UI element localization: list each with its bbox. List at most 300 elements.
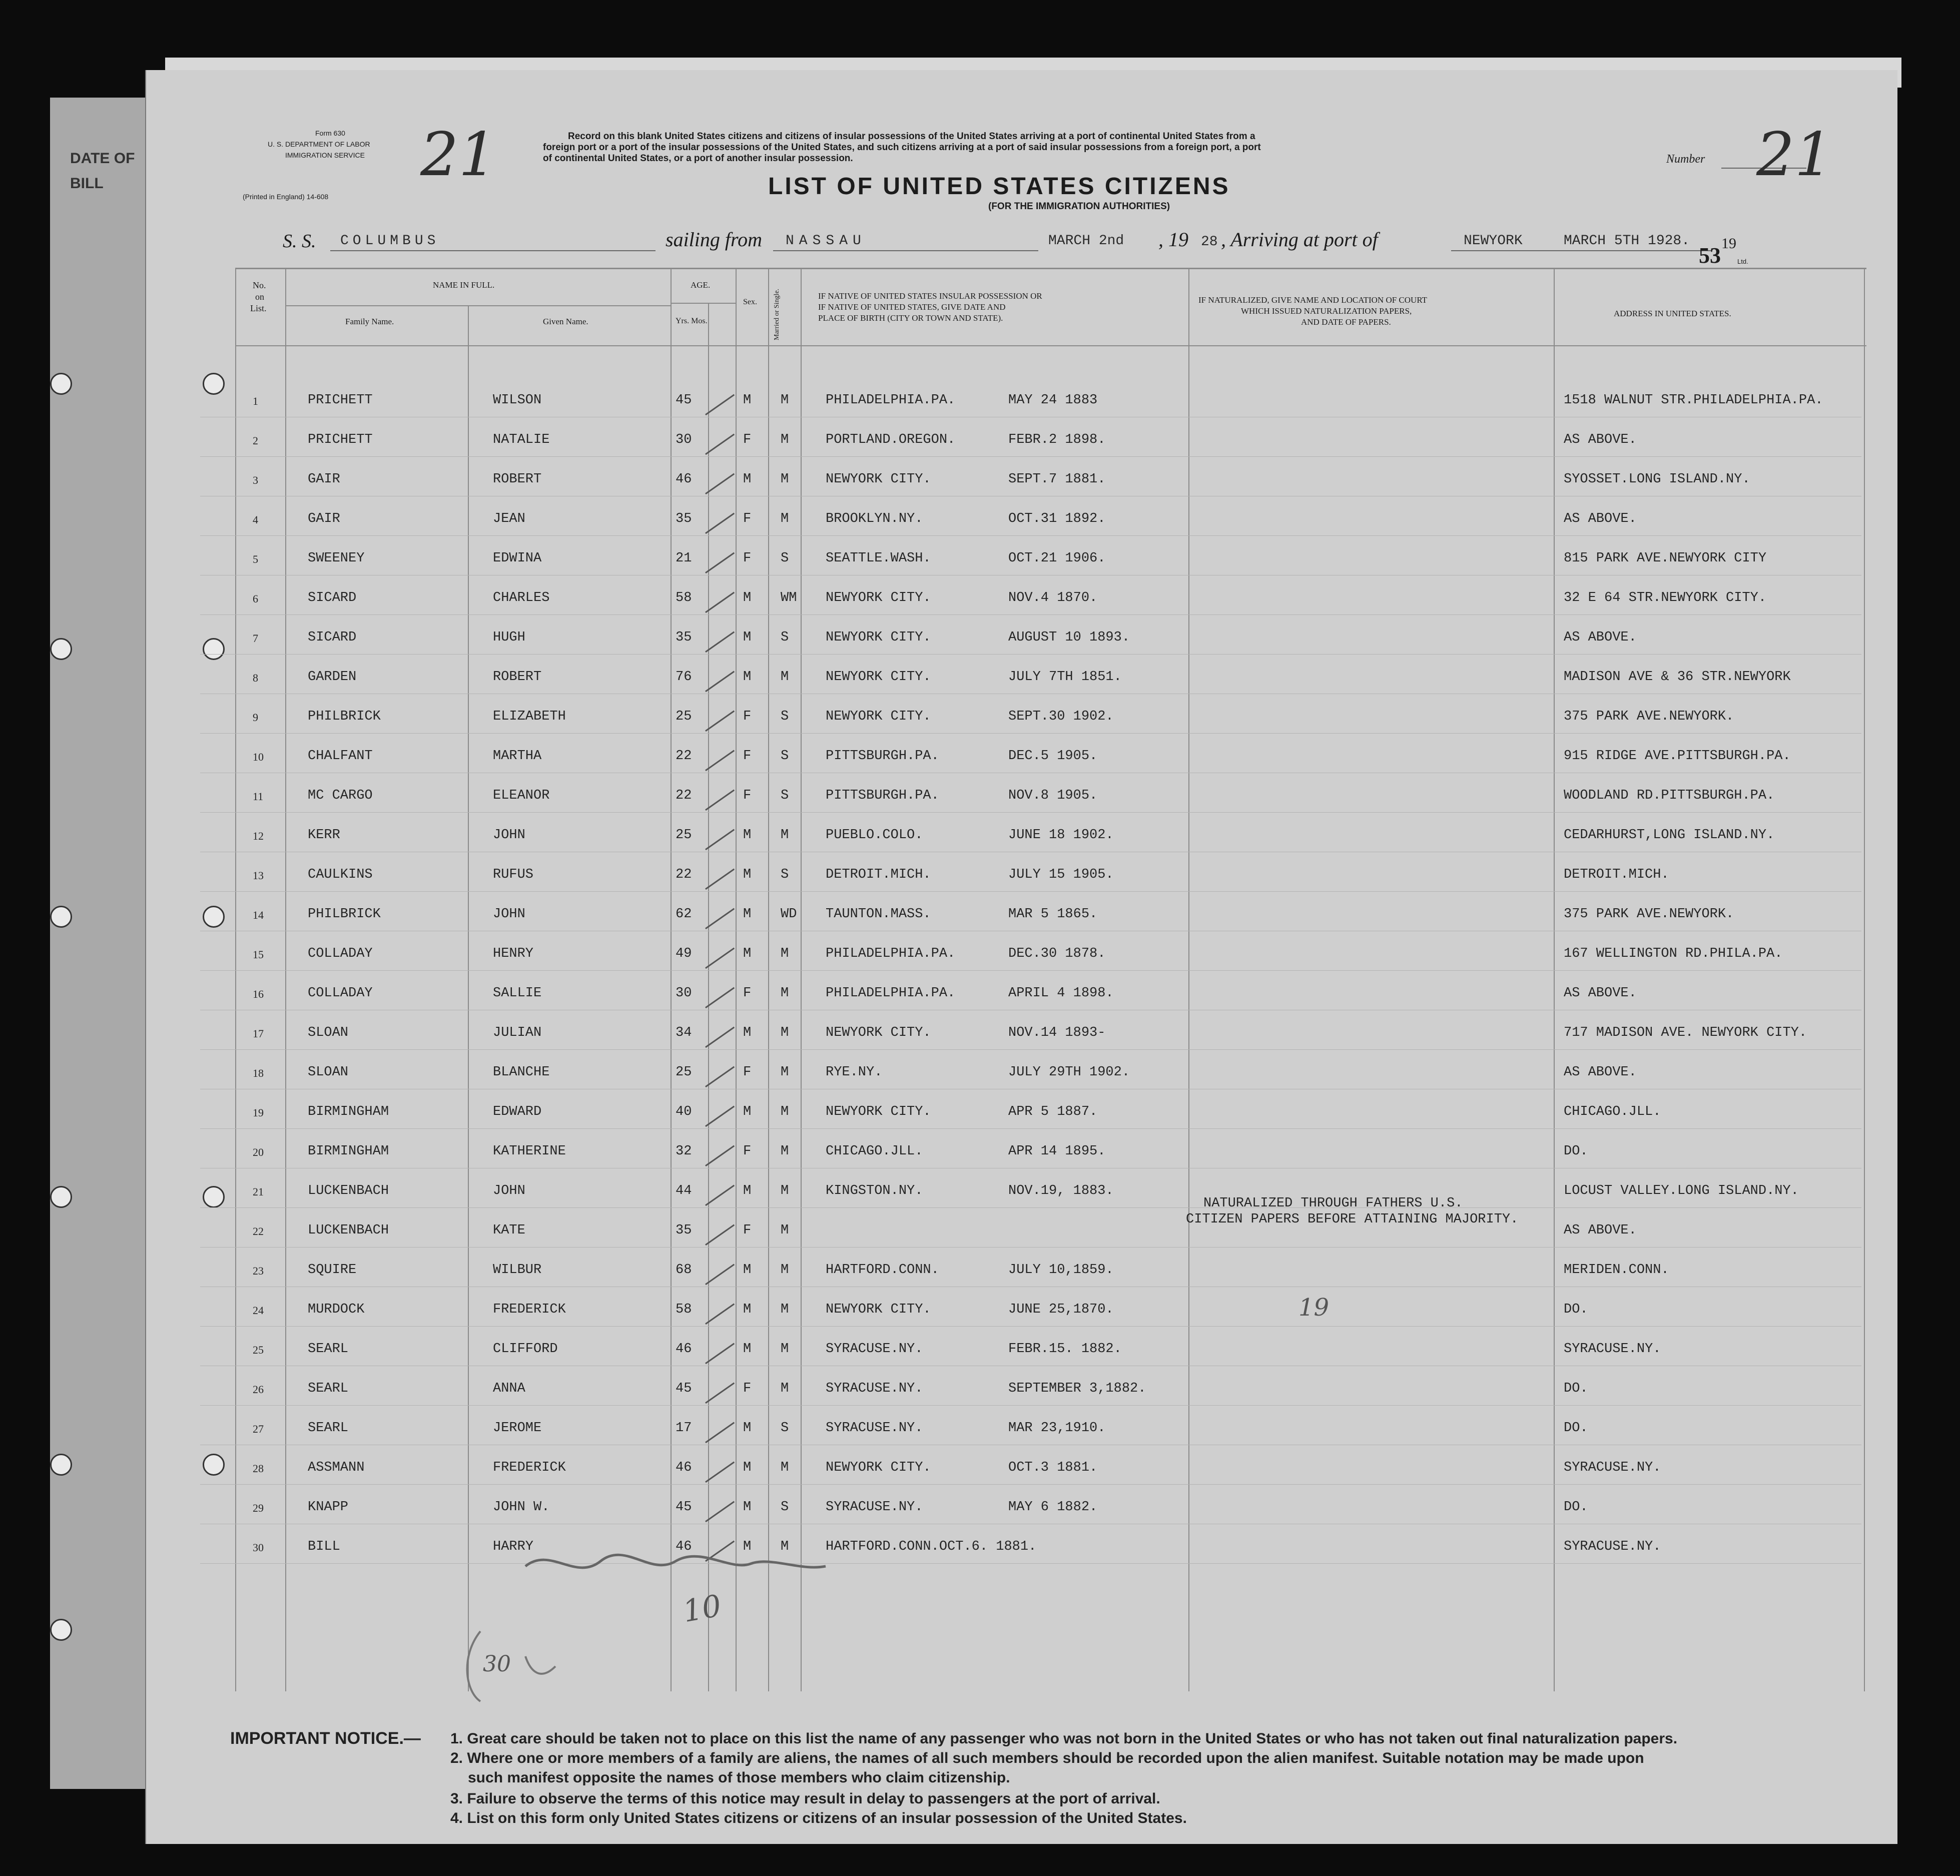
cell-no: 30 <box>253 1541 264 1554</box>
cell-place: SEATTLE.WASH. <box>826 551 931 566</box>
row-rule <box>200 654 1861 655</box>
cell-age: 44 <box>676 1183 692 1198</box>
cell-date: SEPTEMBER 3,1882. <box>1008 1381 1146 1396</box>
page-subtitle: (FOR THE IMMIGRATION AUTHORITIES) <box>988 201 1170 212</box>
cell-family: PHILBRICK <box>308 709 381 724</box>
cell-address: 167 WELLINGTON RD.PHILA.PA. <box>1564 946 1783 961</box>
cell-no: 23 <box>253 1265 264 1277</box>
name-sub-rule <box>285 305 671 306</box>
cell-sex: M <box>743 828 752 843</box>
handwritten-19: 19 <box>1298 1294 1330 1322</box>
from-port: NASSAU <box>786 233 866 249</box>
cell-address: AS ABOVE. <box>1564 511 1637 526</box>
ship-underline <box>330 250 656 251</box>
cell-age: 30 <box>676 432 692 447</box>
cell-place: NEWYORK CITY. <box>826 1302 931 1317</box>
punch-hole-icon <box>50 1186 72 1208</box>
cell-date: DEC.30 1878. <box>1008 946 1106 961</box>
cell-ms: M <box>781 393 789 408</box>
cell-date: MAY 24 1883 <box>1008 393 1098 408</box>
cell-place: NEWYORK CITY. <box>826 670 931 685</box>
cell-ms: M <box>781 1342 789 1357</box>
cell-family: BILL <box>308 1539 340 1554</box>
cell-sex: M <box>743 1302 752 1317</box>
department: U. S. DEPARTMENT OF LABOR <box>268 140 370 148</box>
col-rule <box>285 268 286 1691</box>
cell-family: LUCKENBACH <box>308 1183 389 1198</box>
cell-given: JOHN <box>493 828 525 843</box>
cell-sex: M <box>743 1183 752 1198</box>
header-given-name: Given Name. <box>543 317 588 326</box>
page-title: LIST OF UNITED STATES CITIZENS <box>768 173 1230 200</box>
cell-ms: WM <box>781 590 797 605</box>
cell-ms: S <box>781 749 789 764</box>
cell-age: 35 <box>676 630 692 645</box>
cell-given: ROBERT <box>493 670 542 685</box>
cell-age: 46 <box>676 472 692 487</box>
header-birth-1: IF NATIVE OF UNITED STATES INSULAR POSSESSION OR <box>818 291 1042 301</box>
cell-address: DETROIT.MICH. <box>1564 867 1669 882</box>
cell-ms: S <box>781 867 789 882</box>
cell-given: JOHN <box>493 1183 525 1198</box>
cell-given: SALLIE <box>493 986 542 1001</box>
header-naturalization-1: IF NATURALIZED, GIVE NAME AND LOCATION OF COURT <box>1198 295 1428 305</box>
cell-ms: M <box>781 1065 789 1080</box>
number-label: Number <box>1666 153 1705 166</box>
cell-family: COLLADAY <box>308 986 373 1001</box>
row-rule <box>200 1207 1861 1208</box>
cell-sex: F <box>743 511 752 526</box>
header-on: on <box>255 292 264 302</box>
cell-ms: S <box>781 1500 789 1515</box>
cell-no: 22 <box>253 1225 264 1237</box>
handwritten-number-left: 21 <box>420 120 497 190</box>
cell-date: JULY 15 1905. <box>1008 867 1114 882</box>
cell-address: 815 PARK AVE.NEWYORK CITY <box>1564 551 1767 566</box>
cell-age: 68 <box>676 1263 692 1278</box>
cell-given: NATALIE <box>493 432 550 447</box>
record-text-3: of continental United States, or a port of another insular possession. <box>543 153 853 164</box>
cell-ms: M <box>781 1223 789 1238</box>
cell-age: 30 <box>676 986 692 1001</box>
cell-date: SEPT.30 1902. <box>1008 709 1114 724</box>
cell-age: 45 <box>676 1500 692 1515</box>
row-rule <box>200 812 1861 813</box>
cell-age: 21 <box>676 551 692 566</box>
cell-sex: M <box>743 1460 752 1475</box>
cell-age: 25 <box>676 828 692 843</box>
cell-given: HUGH <box>493 630 525 645</box>
cell-address: 717 MADISON AVE. NEWYORK CITY. <box>1564 1025 1807 1040</box>
cell-age: 46 <box>676 1342 692 1357</box>
cell-no: 24 <box>253 1304 264 1317</box>
cell-address: SYRACUSE.NY. <box>1564 1460 1661 1475</box>
cell-age: 49 <box>676 946 692 961</box>
cell-date: NOV.4 1870. <box>1008 590 1098 605</box>
cell-family: MURDOCK <box>308 1302 365 1317</box>
cell-family: SWEENEY <box>308 551 365 566</box>
cell-given: KATHERINE <box>493 1144 566 1159</box>
immigration-service: IMMIGRATION SERVICE <box>285 151 365 159</box>
cell-sex: M <box>743 1263 752 1278</box>
cell-address: AS ABOVE. <box>1564 1065 1637 1080</box>
cell-given: EDWARD <box>493 1104 542 1119</box>
cell-address: MERIDEN.CONN. <box>1564 1263 1669 1278</box>
cell-family: PRICHETT <box>308 393 373 408</box>
cell-family: BIRMINGHAM <box>308 1104 389 1119</box>
cell-place: NEWYORK CITY. <box>826 1104 931 1119</box>
header-birth-3: PLACE OF BIRTH (CITY OR TOWN AND STATE). <box>818 313 1003 323</box>
row-rule <box>200 970 1861 971</box>
cell-sex: M <box>743 670 752 685</box>
cell-no: 7 <box>253 632 258 645</box>
record-text-1: Record on this blank United States citizens and citizens of insular possessions of the United States arriving at a port of continental United States from a <box>568 131 1255 142</box>
cell-family: COLLADAY <box>308 946 373 961</box>
cell-family: SLOAN <box>308 1065 349 1080</box>
cell-date: MAR 5 1865. <box>1008 907 1098 922</box>
col-rule <box>801 268 802 1691</box>
punch-hole-icon <box>203 906 225 928</box>
cell-ms: WD <box>781 907 797 922</box>
cell-no: 15 <box>253 948 264 961</box>
cell-given: HENRY <box>493 946 534 961</box>
handwritten-number-right: 21 <box>1756 120 1833 190</box>
cell-age: 17 <box>676 1421 692 1436</box>
cell-address: 375 PARK AVE.NEWYORK. <box>1564 907 1734 922</box>
cell-family: SEARL <box>308 1421 349 1436</box>
cell-given: JULIAN <box>493 1025 542 1040</box>
cell-place: SYRACUSE.NY. <box>826 1500 923 1515</box>
cell-place: HARTFORD.CONN. <box>826 1263 939 1278</box>
cell-age: 25 <box>676 709 692 724</box>
cell-sex: M <box>743 1500 752 1515</box>
cell-place: KINGSTON.NY. <box>826 1183 923 1198</box>
cell-family: PHILBRICK <box>308 907 381 922</box>
punch-hole-icon <box>50 373 72 395</box>
cell-place: NEWYORK CITY. <box>826 472 931 487</box>
arrival-underline <box>1451 250 1711 251</box>
cell-no: 9 <box>253 711 258 724</box>
cell-address: CHICAGO.JLL. <box>1564 1104 1661 1119</box>
cell-address: SYRACUSE.NY. <box>1564 1342 1661 1357</box>
cell-given: RUFUS <box>493 867 534 882</box>
cell-family: BIRMINGHAM <box>308 1144 389 1159</box>
cell-age: 45 <box>676 1381 692 1396</box>
cell-sex: F <box>743 551 752 566</box>
cell-sex: M <box>743 1421 752 1436</box>
cell-no: 25 <box>253 1344 264 1356</box>
cell-age: 62 <box>676 907 692 922</box>
cell-place: HARTFORD.CONN.OCT.6. 1881. <box>826 1539 1037 1554</box>
cell-address: SYRACUSE.NY. <box>1564 1539 1661 1554</box>
cell-sex: M <box>743 393 752 408</box>
printed-note: (Printed in England) 14-608 <box>243 193 329 201</box>
cell-family: KERR <box>308 828 340 843</box>
cell-sex: F <box>743 432 752 447</box>
cell-place: NEWYORK CITY. <box>826 590 931 605</box>
row-rule <box>200 1484 1861 1485</box>
cell-address: CEDARHURST,LONG ISLAND.NY. <box>1564 828 1775 843</box>
cell-sex: F <box>743 788 752 803</box>
cell-no: 29 <box>253 1502 264 1514</box>
cell-ms: S <box>781 630 789 645</box>
cell-no: 11 <box>253 790 264 803</box>
cell-sex: F <box>743 749 752 764</box>
notice-label: IMPORTANT NOTICE.— <box>230 1729 421 1748</box>
cell-age: 46 <box>676 1460 692 1475</box>
cell-ms: S <box>781 1421 789 1436</box>
cell-no: 4 <box>253 513 258 526</box>
cell-place: PUEBLO.COLO. <box>826 828 923 843</box>
cell-age: 22 <box>676 749 692 764</box>
cell-place: NEWYORK CITY. <box>826 630 931 645</box>
cell-no: 16 <box>253 988 264 1000</box>
punch-hole-icon <box>50 638 72 660</box>
cell-address: DO. <box>1564 1302 1588 1317</box>
header-naturalization-3: AND DATE OF PAPERS. <box>1301 317 1391 327</box>
cell-ms: M <box>781 828 789 843</box>
notice-line-3: 3. Failure to observe the terms of this notice may result in delay to passengers at the port of arrival. <box>450 1790 1160 1807</box>
cell-age: 22 <box>676 788 692 803</box>
cell-given: EDWINA <box>493 551 542 566</box>
cell-place: DETROIT.MICH. <box>826 867 931 882</box>
cell-date: JUNE 18 1902. <box>1008 828 1114 843</box>
margin-label-date: DATE OF <box>70 150 135 167</box>
cell-address: DO. <box>1564 1500 1588 1515</box>
cell-date: NOV.19, 1883. <box>1008 1183 1114 1198</box>
cell-given: KATE <box>493 1223 525 1238</box>
cell-date: MAY 6 1882. <box>1008 1500 1098 1515</box>
cell-address: LOCUST VALLEY.LONG ISLAND.NY. <box>1564 1183 1799 1198</box>
cell-date: MAR 23,1910. <box>1008 1421 1106 1436</box>
cell-sex: F <box>743 986 752 1001</box>
cell-ms: M <box>781 670 789 685</box>
cell-date: SEPT.7 1881. <box>1008 472 1106 487</box>
cell-place: RYE.NY. <box>826 1065 883 1080</box>
cell-address: AS ABOVE. <box>1564 432 1637 447</box>
cell-no: 20 <box>253 1146 264 1158</box>
cell-age: 76 <box>676 670 692 685</box>
cell-sex: M <box>743 946 752 961</box>
cell-family: SQUIRE <box>308 1263 357 1278</box>
notice-line-1: 1. Great care should be taken not to place on this list the name of any passenger who was not born in the United States or who has not taken out final naturalization papers. <box>450 1730 1678 1747</box>
cell-given: CHARLES <box>493 590 550 605</box>
cell-family: CHALFANT <box>308 749 373 764</box>
cell-sex: F <box>743 1065 752 1080</box>
cell-given: ELEANOR <box>493 788 550 803</box>
row-rule <box>200 456 1861 457</box>
cell-ms: M <box>781 1460 789 1475</box>
year-prefix: , 19 <box>1158 228 1188 251</box>
cell-place: TAUNTON.MASS. <box>826 907 931 922</box>
cell-given: JEAN <box>493 511 525 526</box>
arrival-port: NEWYORK <box>1464 233 1523 249</box>
handwritten-bottom-2: 30 <box>483 1651 511 1677</box>
cell-ms: S <box>781 551 789 566</box>
header-yrs-mos: Yrs. Mos. <box>676 317 708 325</box>
header-married-single: Married or Single. <box>773 288 781 340</box>
cell-no: 18 <box>253 1067 264 1079</box>
row-rule <box>200 1405 1861 1406</box>
cell-given: FREDERICK <box>493 1302 566 1317</box>
punch-hole-icon <box>203 638 225 660</box>
cell-place: PORTLAND.OREGON. <box>826 432 956 447</box>
col-rule <box>736 268 737 1691</box>
ss-label: S. S. <box>283 231 316 252</box>
cell-address: WOODLAND RD.PITTSBURGH.PA. <box>1564 788 1775 803</box>
table-left-rule <box>235 268 236 1691</box>
cell-date: FEBR.2 1898. <box>1008 432 1106 447</box>
cell-family: SEARL <box>308 1381 349 1396</box>
cell-address: 375 PARK AVE.NEWYORK. <box>1564 709 1734 724</box>
cell-age: 22 <box>676 867 692 882</box>
notice-line-4: 4. List on this form only United States citizens or citizens of an insular possession of the United States. <box>450 1810 1187 1826</box>
row-rule <box>200 1326 1861 1327</box>
cell-age: 35 <box>676 1223 692 1238</box>
cell-date: NOV.14 1893- <box>1008 1025 1106 1040</box>
cell-address: 1518 WALNUT STR.PHILADELPHIA.PA. <box>1564 393 1823 408</box>
form-number: Form 630 <box>315 129 345 137</box>
cell-date: JULY 7TH 1851. <box>1008 670 1122 685</box>
cell-ms: M <box>781 1539 789 1554</box>
cell-ms: M <box>781 1381 789 1396</box>
record-text-2: foreign port or a port of the insular possessions of the United States, and such citizens arriving at a port of said insular possessions from a foreign port, a port <box>543 142 1261 153</box>
cell-place: NEWYORK CITY. <box>826 709 931 724</box>
cell-given: FREDERICK <box>493 1460 566 1475</box>
cell-sex: M <box>743 867 752 882</box>
cell-age: 40 <box>676 1104 692 1119</box>
cell-date: OCT.3 1881. <box>1008 1460 1098 1475</box>
naturalization-note-1: NATURALIZED THROUGH FATHERS U.S. <box>1203 1196 1463 1211</box>
cell-address: AS ABOVE. <box>1564 986 1637 1001</box>
cell-ms: S <box>781 788 789 803</box>
handwritten-bottom-1: 10 <box>680 1588 724 1630</box>
row-rule <box>200 535 1861 536</box>
cell-no: 6 <box>253 592 258 605</box>
cell-date: JUNE 25,1870. <box>1008 1302 1114 1317</box>
cell-given: CLIFFORD <box>493 1342 558 1357</box>
cell-family: SICARD <box>308 630 357 645</box>
cell-age: 25 <box>676 1065 692 1080</box>
cell-date: JULY 10,1859. <box>1008 1263 1114 1278</box>
header-age: AGE. <box>691 280 711 290</box>
cell-address: 915 RIDGE AVE.PITTSBURGH.PA. <box>1564 749 1791 764</box>
cell-age: 32 <box>676 1144 692 1159</box>
cell-sex: M <box>743 630 752 645</box>
cell-sex: F <box>743 1223 752 1238</box>
cell-sex: F <box>743 709 752 724</box>
col-rule <box>468 305 469 1691</box>
punch-hole-icon <box>50 1454 72 1476</box>
cell-date: APR 14 1895. <box>1008 1144 1106 1159</box>
cell-ms: M <box>781 511 789 526</box>
col-rule <box>768 268 769 1691</box>
cell-sex: M <box>743 1025 752 1040</box>
cell-no: 5 <box>253 553 258 565</box>
cell-place: PITTSBURGH.PA. <box>826 749 939 764</box>
cell-date: NOV.8 1905. <box>1008 788 1098 803</box>
header-birth-2: IF NATIVE OF UNITED STATES, GIVE DATE AND <box>818 302 1006 312</box>
margin-label-bill: BILL <box>70 175 104 192</box>
cell-sex: M <box>743 907 752 922</box>
header-bottom-rule <box>235 345 1866 346</box>
cell-address: DO. <box>1564 1144 1588 1159</box>
cell-family: PRICHETT <box>308 432 373 447</box>
cell-family: MC CARGO <box>308 788 373 803</box>
cell-sex: M <box>743 1539 752 1554</box>
cell-age: 34 <box>676 1025 692 1040</box>
cell-given: ANNA <box>493 1381 525 1396</box>
cell-date: AUGUST 10 1893. <box>1008 630 1130 645</box>
cell-given: BLANCHE <box>493 1065 550 1080</box>
notice-line-2: 2. Where one or more members of a family are aliens, the names of all such members should be recorded upon the alien manifest. Suitable notation may be made upon <box>450 1750 1644 1766</box>
cell-place: NEWYORK CITY. <box>826 1460 931 1475</box>
port-underline <box>773 250 1038 251</box>
cell-place: SYRACUSE.NY. <box>826 1381 923 1396</box>
cell-address: AS ABOVE. <box>1564 630 1637 645</box>
list-number: 53 <box>1699 243 1721 268</box>
punch-hole-icon <box>203 373 225 395</box>
cell-date: APRIL 4 1898. <box>1008 986 1114 1001</box>
cell-date: DEC.5 1905. <box>1008 749 1098 764</box>
col-rule <box>671 268 672 1691</box>
cell-place: PHILADELPHIA.PA. <box>826 946 956 961</box>
cell-ms: M <box>781 432 789 447</box>
cell-no: 3 <box>253 474 258 486</box>
cell-address: 32 E 64 STR.NEWYORK CITY. <box>1564 590 1767 605</box>
cell-ms: M <box>781 1144 789 1159</box>
cell-sex: M <box>743 590 752 605</box>
header-name-in-full: NAME IN FULL. <box>433 280 495 290</box>
cell-sex: M <box>743 472 752 487</box>
table-top-rule <box>235 268 1866 269</box>
cell-date: JULY 29TH 1902. <box>1008 1065 1130 1080</box>
cell-no: 1 <box>253 395 258 407</box>
cell-place: NEWYORK CITY. <box>826 1025 931 1040</box>
cell-place: PHILADELPHIA.PA. <box>826 393 956 408</box>
cell-given: WILSON <box>493 393 542 408</box>
cell-ms: M <box>781 1025 789 1040</box>
cell-no: 13 <box>253 869 264 882</box>
cell-no: 8 <box>253 672 258 684</box>
cell-date: OCT.31 1892. <box>1008 511 1106 526</box>
row-rule <box>200 1049 1861 1050</box>
ltd-label: Ltd. <box>1737 258 1748 265</box>
sailing-year: 28 <box>1201 234 1218 250</box>
cell-place: BROOKLYN.NY. <box>826 511 923 526</box>
cell-address: DO. <box>1564 1381 1588 1396</box>
row-rule <box>200 1128 1861 1129</box>
cell-ms: M <box>781 1183 789 1198</box>
cell-date: FEBR.15. 1882. <box>1008 1342 1122 1357</box>
cell-date: OCT.21 1906. <box>1008 551 1106 566</box>
cell-given: JEROME <box>493 1421 542 1436</box>
arrival-date: MARCH 5TH 1928. <box>1564 233 1690 249</box>
cell-age: 35 <box>676 511 692 526</box>
cell-family: SICARD <box>308 590 357 605</box>
cell-given: ELIZABETH <box>493 709 566 724</box>
sailing-date: MARCH 2nd <box>1048 233 1124 249</box>
cell-ms: S <box>781 709 789 724</box>
cell-family: CAULKINS <box>308 867 373 882</box>
cell-ms: M <box>781 1302 789 1317</box>
punch-hole-icon <box>50 906 72 928</box>
sailing-label: sailing from <box>666 228 762 251</box>
cell-family: ASSMANN <box>308 1460 365 1475</box>
cell-family: GARDEN <box>308 670 357 685</box>
cell-no: 28 <box>253 1462 264 1475</box>
cell-given: ROBERT <box>493 472 542 487</box>
